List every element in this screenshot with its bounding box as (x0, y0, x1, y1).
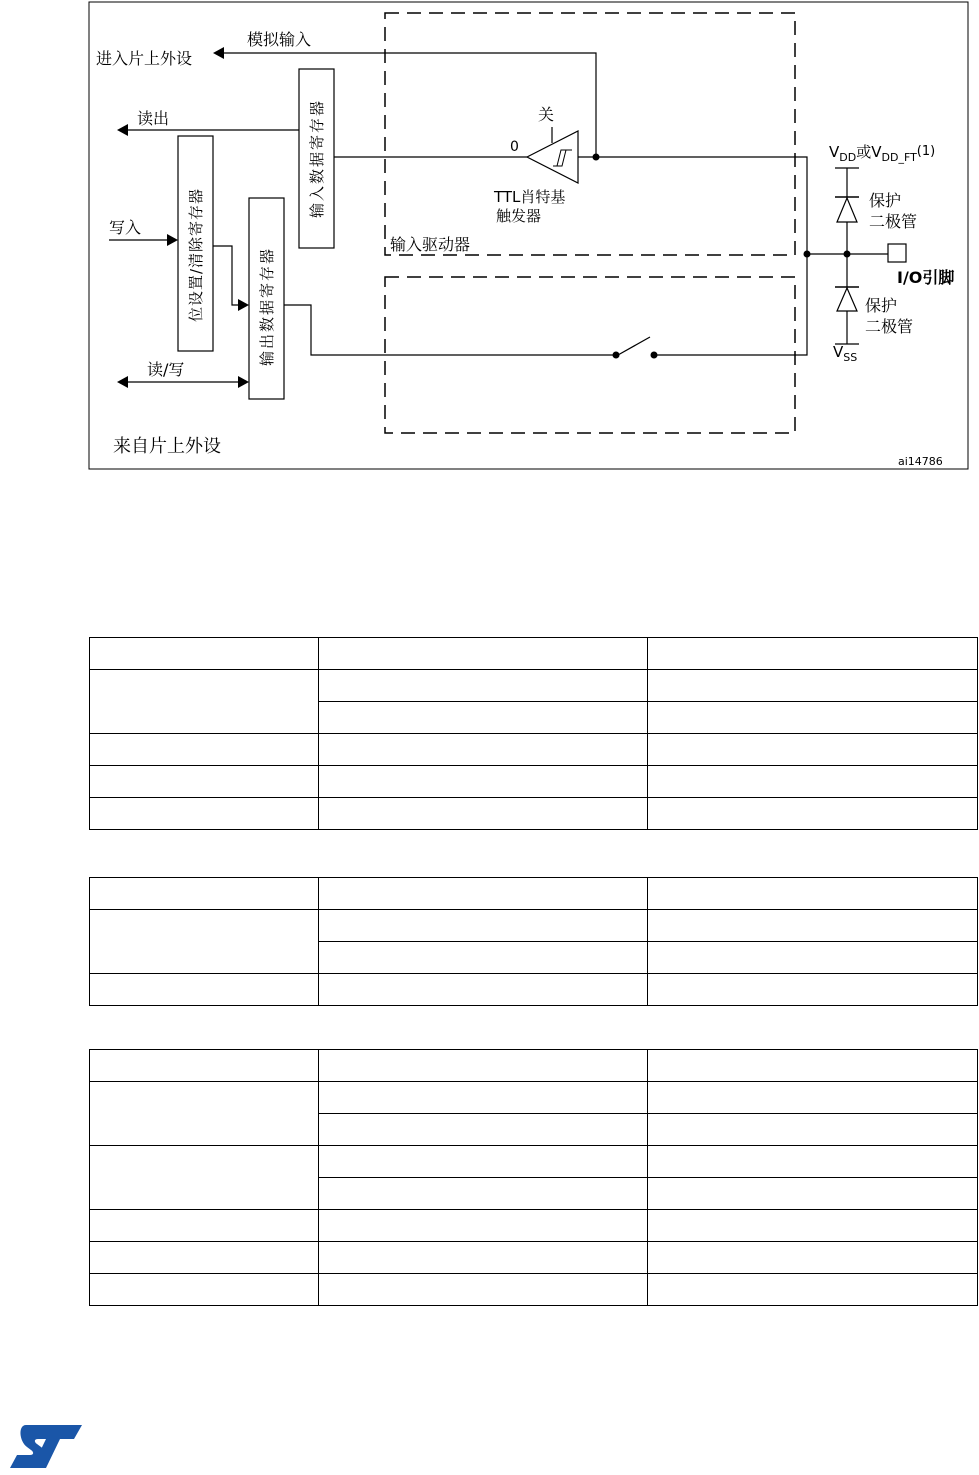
bsrr-odr-arrow (238, 299, 249, 311)
table-cell (648, 1114, 978, 1146)
from-onchip-peripheral-label: 来自片上外设 (113, 436, 221, 457)
write-in-label: 写入 (109, 218, 142, 237)
analog-arrow (213, 47, 224, 59)
config-table-2 (89, 877, 978, 1006)
table-cell (318, 1242, 648, 1274)
config-table-3 (89, 1049, 978, 1306)
input-driver-label: 输入驱动器 (390, 235, 471, 254)
table-cell (318, 1146, 648, 1178)
table-cell (318, 1082, 648, 1114)
table-cell (318, 734, 648, 766)
input-data-register-label: 输入数据寄存器 (308, 98, 326, 218)
switch-contact (651, 352, 658, 359)
to-onchip-peripheral-label: 进入片上外设 (96, 49, 193, 68)
st-logo (8, 1422, 84, 1472)
table-row (90, 638, 978, 670)
gpio-input-diagram (0, 0, 979, 480)
table-cell (318, 670, 648, 702)
table-cell (648, 766, 978, 798)
table-cell (318, 1274, 648, 1306)
table-row (90, 798, 978, 830)
zero-label: 0 (510, 139, 519, 155)
config-table-1 (89, 637, 978, 830)
table-cell (90, 766, 319, 798)
switch-contact (613, 352, 620, 359)
table-row (90, 734, 978, 766)
protect-diode-top-label-2: 二极管 (869, 212, 918, 231)
schmitt-label-2: 触发器 (496, 207, 542, 225)
table-cell (648, 1274, 978, 1306)
table-cell (648, 1146, 978, 1178)
table-cell (648, 910, 978, 942)
table-cell (90, 670, 319, 734)
read-out-arrow (117, 124, 128, 136)
table-row (90, 878, 978, 910)
protect-diode-bottom-label-2: 二极管 (865, 317, 914, 336)
table-cell (90, 974, 319, 1006)
table-cell (90, 638, 319, 670)
vdd-label: $V_{DD}$或$V_{DD\_FT}(1)$ (829, 143, 936, 164)
vss-label: $V_{SS}$ (833, 343, 858, 364)
table-cell (90, 734, 319, 766)
st-logo-mark (10, 1425, 82, 1468)
bit-set-reset-register-label: 位设置/清除寄存器 (187, 187, 205, 322)
table-cell (648, 798, 978, 830)
read-write-label: 读/写 (147, 360, 185, 379)
table-cell (90, 798, 319, 830)
table-cell (648, 1178, 978, 1210)
figure-id: ai14786 (898, 455, 943, 468)
junction-dot (844, 251, 851, 258)
switch-blade (618, 337, 650, 355)
rw-right-arrow (238, 376, 249, 388)
table-cell (648, 1082, 978, 1114)
table-cell (90, 910, 319, 974)
table-cell (648, 1210, 978, 1242)
io-pin-label: I/O引脚 (897, 268, 955, 287)
table-cell (648, 702, 978, 734)
protection-diode-bottom-icon (837, 288, 857, 311)
table-cell (90, 878, 319, 910)
table-cell (90, 1210, 319, 1242)
io-pin-icon (888, 244, 906, 262)
read-out-label: 读出 (137, 109, 170, 128)
table-cell (648, 974, 978, 1006)
input-driver-box (385, 13, 795, 255)
table-row (90, 1146, 978, 1178)
table-row (90, 1210, 978, 1242)
table-cell (648, 1050, 978, 1082)
schmitt-output-line (578, 157, 807, 254)
table-cell (318, 974, 648, 1006)
write-in-arrow (167, 234, 178, 246)
table-row (90, 910, 978, 942)
table-cell (90, 1050, 319, 1082)
table-cell (318, 638, 648, 670)
output-data-register-label: 输出数据寄存器 (258, 246, 276, 366)
table-row (90, 1242, 978, 1274)
protect-diode-bottom-label-1: 保护 (865, 296, 898, 315)
table-cell (648, 638, 978, 670)
table-cell (318, 1178, 648, 1210)
analog-input-label: 模拟输入 (247, 30, 312, 49)
table-cell (90, 1274, 319, 1306)
rw-left-arrow (117, 376, 128, 388)
table-cell (318, 1210, 648, 1242)
protection-diode-top-icon (837, 198, 857, 222)
table-cell (648, 1242, 978, 1274)
table-cell (648, 734, 978, 766)
table-cell (318, 878, 648, 910)
table-cell (318, 702, 648, 734)
table-cell (90, 1146, 319, 1210)
table-cell (648, 878, 978, 910)
table-row (90, 766, 978, 798)
table-row (90, 670, 978, 702)
odr-to-switch-line (284, 305, 616, 355)
table-cell (648, 670, 978, 702)
table-cell (90, 1082, 319, 1146)
table-row (90, 974, 978, 1006)
junction-dot (804, 251, 811, 258)
table-row (90, 1082, 978, 1114)
table-cell (318, 1114, 648, 1146)
table-row (90, 1274, 978, 1306)
diagram-frame (89, 2, 968, 469)
protect-diode-top-label-1: 保护 (869, 191, 902, 210)
junction-dot (593, 154, 600, 161)
bsrr-to-odr-line (213, 246, 241, 305)
table-cell (318, 910, 648, 942)
table-cell (318, 798, 648, 830)
table-cell (648, 942, 978, 974)
switch-output-line (654, 254, 807, 355)
table-row (90, 1050, 978, 1082)
table-cell (90, 1242, 319, 1274)
table-cell (318, 942, 648, 974)
schmitt-label-1: TTL肖特基 (494, 188, 566, 206)
table-cell (318, 1050, 648, 1082)
table-cell (318, 766, 648, 798)
off-label: 关 (538, 105, 555, 124)
